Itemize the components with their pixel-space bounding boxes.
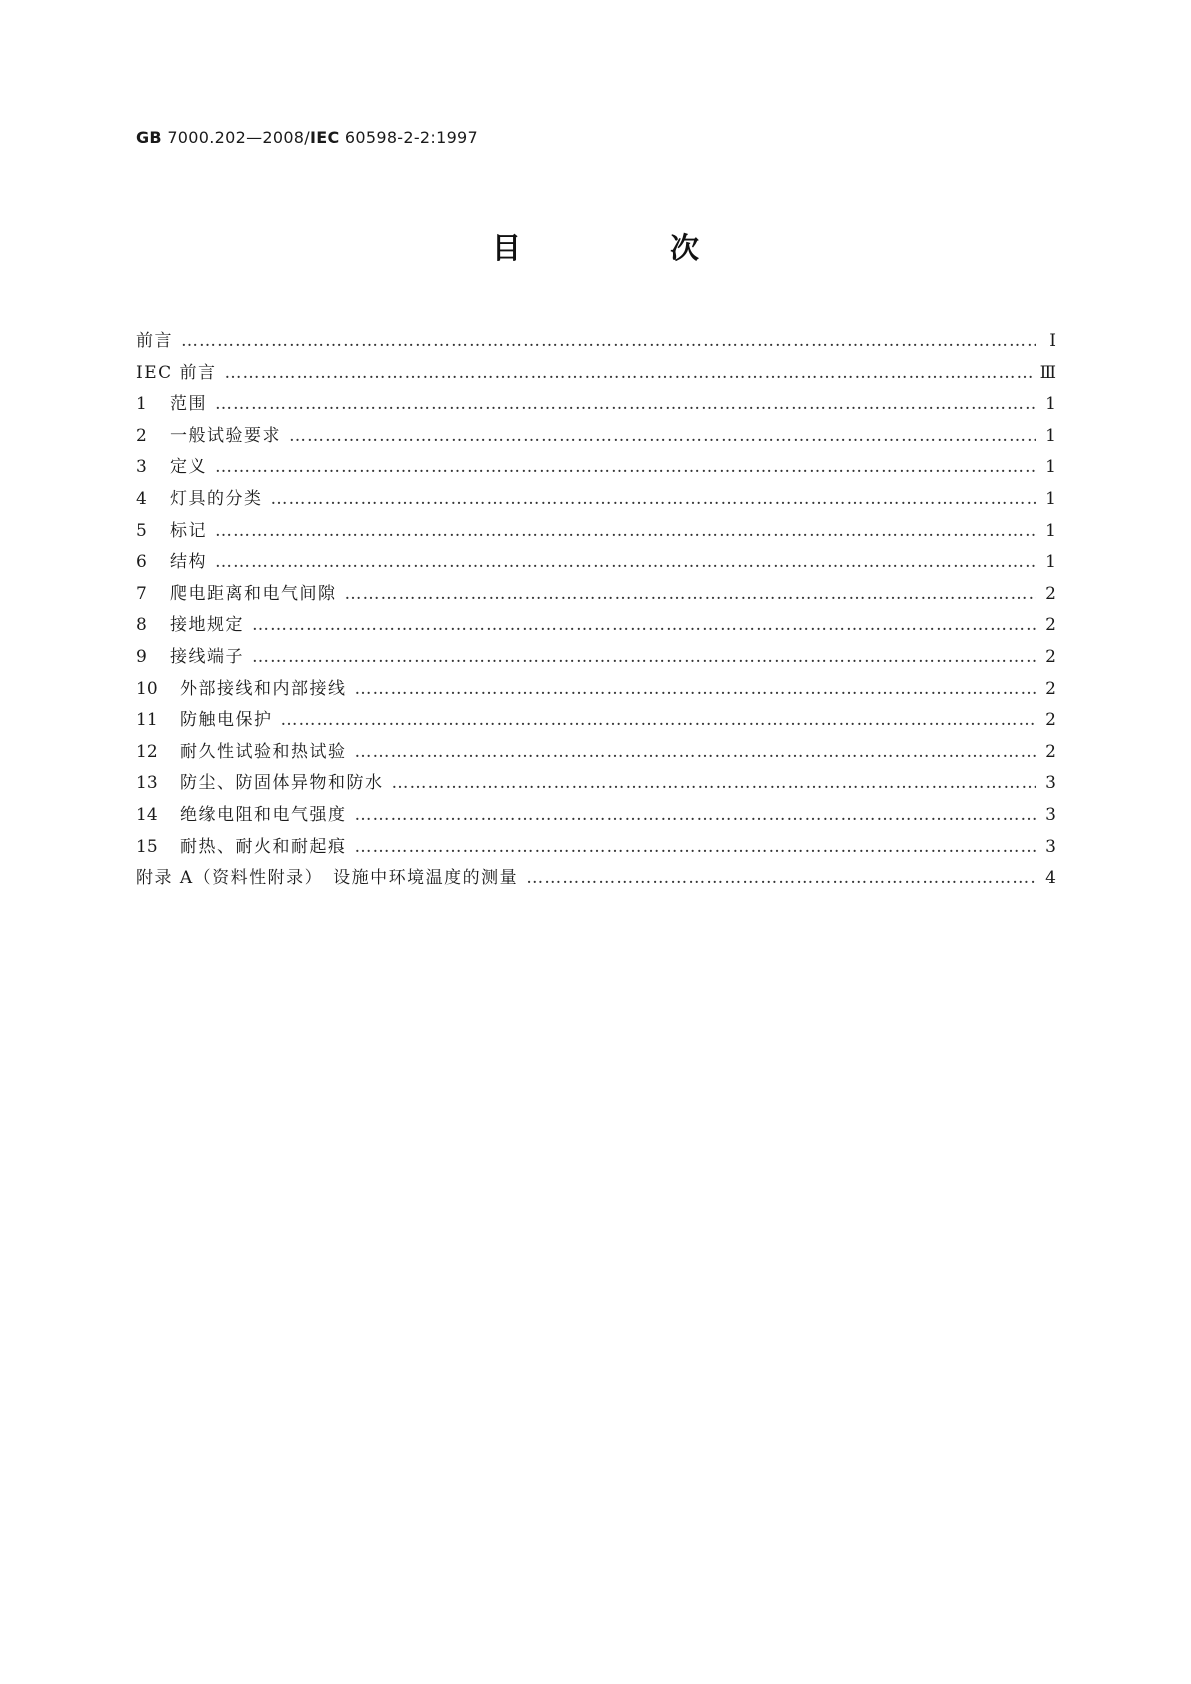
toc-entry-iec-preface[interactable] xyxy=(136,358,1056,390)
toc-entry-7[interactable] xyxy=(136,579,1056,611)
toc-entry-number: 6 xyxy=(136,552,147,573)
toc-entry-label: 爬电距离和电气间隙 xyxy=(170,583,337,604)
toc-entry-number: 15 xyxy=(136,836,158,857)
toc-entry-preface[interactable] xyxy=(136,326,1056,358)
toc-entry-label: 范围 xyxy=(170,394,207,415)
toc-entry-3[interactable] xyxy=(136,452,1056,484)
toc-entry-label: 标记 xyxy=(170,520,207,541)
toc-entry-page: 1 xyxy=(1045,520,1056,541)
toc-entry-6[interactable] xyxy=(136,547,1056,579)
toc-entry-number: 5 xyxy=(136,520,147,541)
toc-entry-label: 附录 A（资料性附录） 设施中环境温度的测量 xyxy=(136,868,519,889)
toc-entry-label: 前言 xyxy=(136,331,173,351)
toc-dot-leader xyxy=(289,426,1036,446)
toc-entry-label: 防触电保护 xyxy=(180,710,273,731)
toc-entry-label: 绝缘电阻和电气强度 xyxy=(180,804,347,825)
toc-entry-15[interactable] xyxy=(136,832,1056,864)
toc-dot-leader xyxy=(252,647,1036,667)
toc-dot-leader xyxy=(215,457,1036,477)
toc-entry-page: 2 xyxy=(1045,710,1056,731)
toc-entry-13[interactable] xyxy=(136,768,1056,800)
toc-entry-page: Ⅲ xyxy=(1039,362,1056,383)
toc-entry-number: 3 xyxy=(136,457,147,478)
toc-entry-page: 2 xyxy=(1045,646,1056,667)
toc-entry-number: 2 xyxy=(136,425,147,446)
toc-entry-1[interactable] xyxy=(136,389,1056,421)
toc-entry-page: 1 xyxy=(1045,425,1056,446)
toc-entry-page: 3 xyxy=(1045,804,1056,825)
toc-dot-leader xyxy=(271,489,1037,509)
toc-dot-leader xyxy=(215,521,1036,541)
toc-entry-page: Ⅰ xyxy=(1049,331,1056,351)
toc-dot-leader xyxy=(355,742,1037,762)
std-iec-prefix: IEC xyxy=(309,128,340,147)
toc-entry-number: 1 xyxy=(136,394,147,415)
toc-entry-label: 一般试验要求 xyxy=(170,425,281,446)
toc-entry-number: 4 xyxy=(136,488,147,509)
toc-dot-leader xyxy=(355,679,1037,699)
toc-entry-label: 耐热、耐火和耐起痕 xyxy=(180,836,347,857)
toc-entry-label: 防尘、防固体异物和防水 xyxy=(180,773,384,794)
toc-entry-number: 14 xyxy=(136,804,158,825)
toc-entry-8[interactable] xyxy=(136,610,1056,642)
toc-entry-page: 1 xyxy=(1045,488,1056,509)
toc-entry-label: IEC 前言 xyxy=(136,362,217,383)
toc-entry-page: 1 xyxy=(1045,394,1056,415)
toc-entry-number: 8 xyxy=(136,615,147,636)
toc-entry-label: 外部接线和内部接线 xyxy=(180,678,347,699)
toc-dot-leader xyxy=(526,868,1036,888)
std-gb-prefix: GB xyxy=(136,128,162,147)
toc-dot-leader xyxy=(281,710,1037,730)
toc-entry-label: 定义 xyxy=(170,457,207,478)
toc-entry-appendix-a[interactable] xyxy=(136,863,1056,895)
toc-entry-page: 2 xyxy=(1045,741,1056,762)
toc-entry-page: 3 xyxy=(1045,836,1056,857)
toc-dot-leader xyxy=(355,837,1037,857)
toc-entry-label: 耐久性试验和热试验 xyxy=(180,741,347,762)
toc-entry-page: 4 xyxy=(1045,868,1056,889)
toc-dot-leader xyxy=(215,394,1036,414)
toc-dot-leader xyxy=(392,773,1037,793)
toc-entry-number: 7 xyxy=(136,583,147,604)
toc-entry-page: 2 xyxy=(1045,583,1056,604)
toc-entry-number: 10 xyxy=(136,678,158,699)
toc-entry-number: 9 xyxy=(136,646,147,667)
toc-entry-page: 2 xyxy=(1045,615,1056,636)
toc-dot-leader xyxy=(345,584,1037,604)
toc-entry-label: 接地规定 xyxy=(170,615,244,636)
toc-entry-label: 接线端子 xyxy=(170,646,244,667)
table-of-contents xyxy=(136,326,1056,895)
toc-dot-leader xyxy=(355,805,1037,825)
toc-dot-leader xyxy=(181,331,1036,351)
toc-title: 目 次 xyxy=(491,231,759,265)
toc-entry-14[interactable] xyxy=(136,800,1056,832)
toc-entry-page: 3 xyxy=(1045,773,1056,794)
toc-entry-page: 2 xyxy=(1045,678,1056,699)
toc-dot-leader xyxy=(215,552,1036,572)
toc-dot-leader xyxy=(252,615,1036,635)
toc-entry-number: 11 xyxy=(136,710,158,731)
std-gb-number: 7000.202—2008/ xyxy=(161,128,310,147)
toc-entry-page: 1 xyxy=(1045,457,1056,478)
std-iec-number: 60598-2-2:1997 xyxy=(339,128,479,147)
toc-entry-number: 12 xyxy=(136,741,158,762)
toc-entry-5[interactable] xyxy=(136,516,1056,548)
toc-entry-4[interactable] xyxy=(136,484,1056,516)
toc-entry-12[interactable] xyxy=(136,737,1056,769)
standard-number-header xyxy=(136,128,478,147)
toc-entry-label: 灯具的分类 xyxy=(170,488,263,509)
toc-entry-number: 13 xyxy=(136,773,158,794)
toc-entry-11[interactable] xyxy=(136,705,1056,737)
toc-entry-label: 结构 xyxy=(170,552,207,573)
toc-dot-leader xyxy=(225,363,1034,383)
toc-entry-10[interactable] xyxy=(136,674,1056,706)
toc-entry-9[interactable] xyxy=(136,642,1056,674)
toc-entry-page: 1 xyxy=(1045,552,1056,573)
toc-entry-2[interactable] xyxy=(136,421,1056,453)
